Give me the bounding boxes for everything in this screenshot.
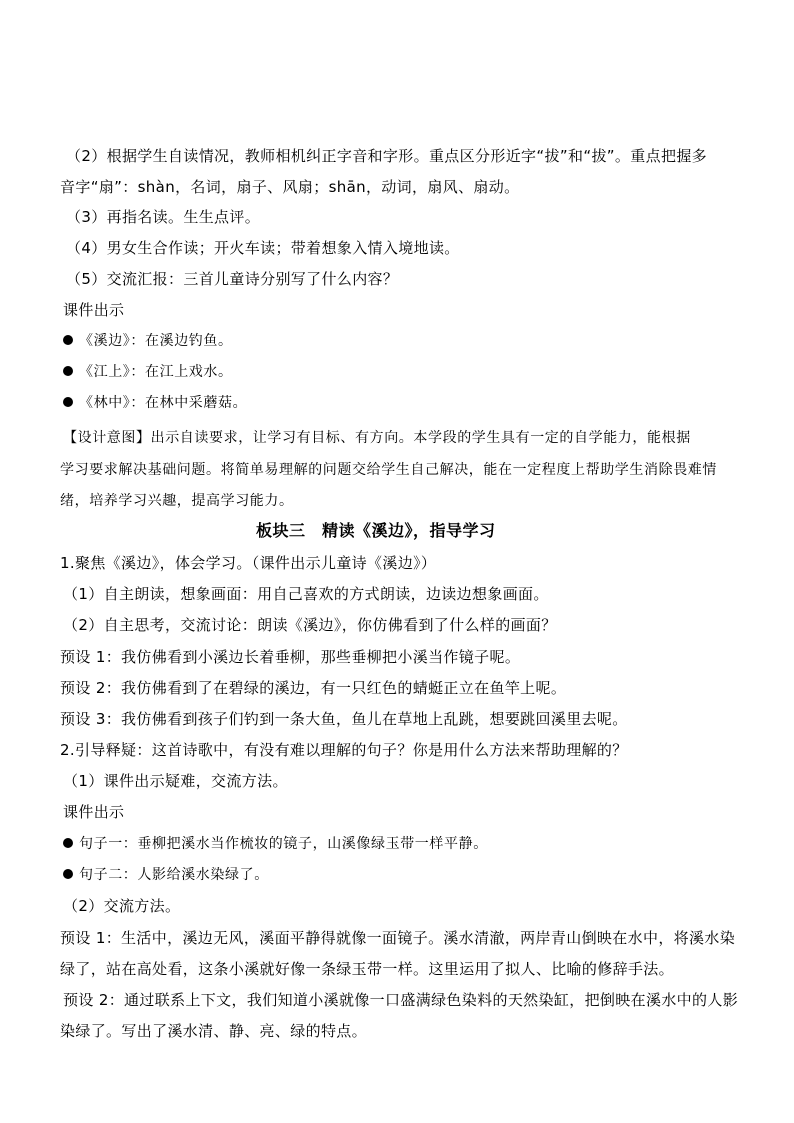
bullet-item-linzhong: [63, 393, 247, 413]
preset-2: 预设 2：我仿佛看到了在碧绿的溪边，有一只红色的蜻蜓正立在鱼竿上呢。: [60, 679, 567, 697]
bullet-item-jiangshang: [63, 362, 233, 382]
paragraph-step2-line1: （2）根据学生自读情况，教师相机纠正字音和字形。重点区分形近字“拔”和“拔”。重点把握多: [66, 147, 708, 165]
method-preset-2-line2: 染绿了。写出了溪水清、静、亮、绿的特点。: [60, 1022, 368, 1040]
design-intent-line2: 学习要求解决基础问题。将简单易理解的问题交给学生自己解决，能在一定程度上帮助学生消除畏难情: [60, 462, 717, 478]
courseware-label-2: 课件出示: [63, 803, 125, 821]
paragraph-step4: （4）男女生合作读；开火车读；带着想象入情入境地读。: [66, 239, 460, 257]
courseware-label-1: 课件出示: [63, 301, 125, 319]
bullet-text: 《江上》：在江上戏水。: [79, 364, 233, 380]
step1-title: 1.聚焦《溪边》，体会学习。（课件出示儿童诗《溪边》）: [60, 554, 437, 572]
bullet-sentence-2: [63, 865, 269, 885]
bullet-icon: [63, 838, 73, 848]
bullet-icon: [63, 869, 73, 879]
design-intent-line1: 【设计意图】出示自读要求，让学习有目标、有方向。本学段的学生具有一定的自学能力，能根据: [63, 430, 691, 446]
step1-sub2: （2）自主思考，交流讨论：朗读《溪边》，你仿佛看到了什么样的画面？: [63, 616, 557, 634]
paragraph-step5: （5）交流汇报：三首儿童诗分别写了什么内容？: [66, 270, 399, 288]
bullet-text: 句子二：人影给溪水染绿了。: [79, 867, 269, 883]
method-preset-1-line2: 绿了，站在高处看，这条小溪就好像一条绿玉带一样。这里运用了拟人、比喻的修辞手法。: [60, 960, 675, 978]
design-intent-line3: 绪，培养学习兴趣，提高学习能力。: [60, 493, 294, 509]
bullet-text: 句子一：垂柳把溪水当作梳妆的镜子，山溪像绿玉带一样平静。: [79, 836, 488, 852]
paragraph-step2-line2: 音字“扇”：shàn，名词，扇子、风扇；shān，动词，扇风、扇动。: [60, 178, 520, 196]
step2-sub1: （1）课件出示疑难，交流方法。: [63, 772, 288, 790]
method-preset-1-line1: 预设 1：生活中，溪边无风，溪面平静得就像一面镜子。溪水清澈，两岸青山倒映在水中，将溪水染: [60, 929, 736, 947]
step2-sub2: （2）交流方法。: [63, 897, 181, 915]
preset-3: 预设 3：我仿佛看到孩子们钓到一条大鱼，鱼儿在草地上乱跳，想要跳回溪里去呢。: [60, 710, 628, 728]
bullet-item-xibian: [63, 331, 233, 351]
step1-sub1: （1）自主朗读，想象画面：用自己喜欢的方式朗读，边读边想象画面。: [63, 585, 549, 603]
bullet-text: 《溪边》：在溪边钓鱼。: [79, 333, 233, 349]
bullet-icon: [63, 397, 73, 407]
paragraph-step3: （3）再指名读。生生点评。: [66, 208, 261, 226]
bullet-icon: [63, 335, 73, 345]
bullet-text: 《林中》：在林中采蘑菇。: [79, 395, 248, 411]
method-preset-2-line1: 预设 2：通过联系上下文，我们知道小溪就像一口盛满绿色染料的天然染缸，把倒映在溪水中的人影: [63, 991, 739, 1009]
preset-1: 预设 1：我仿佛看到小溪边长着垂柳，那些垂柳把小溪当作镜子呢。: [60, 648, 521, 666]
bullet-icon: [63, 366, 73, 376]
step2-title: 2.引导释疑：这首诗歌中，有没有难以理解的句子？你是用什么方法来帮助理解的？: [60, 741, 628, 759]
bullet-sentence-1: [63, 834, 488, 854]
section-heading: 板块三 精读《溪边》，指导学习: [256, 521, 496, 540]
